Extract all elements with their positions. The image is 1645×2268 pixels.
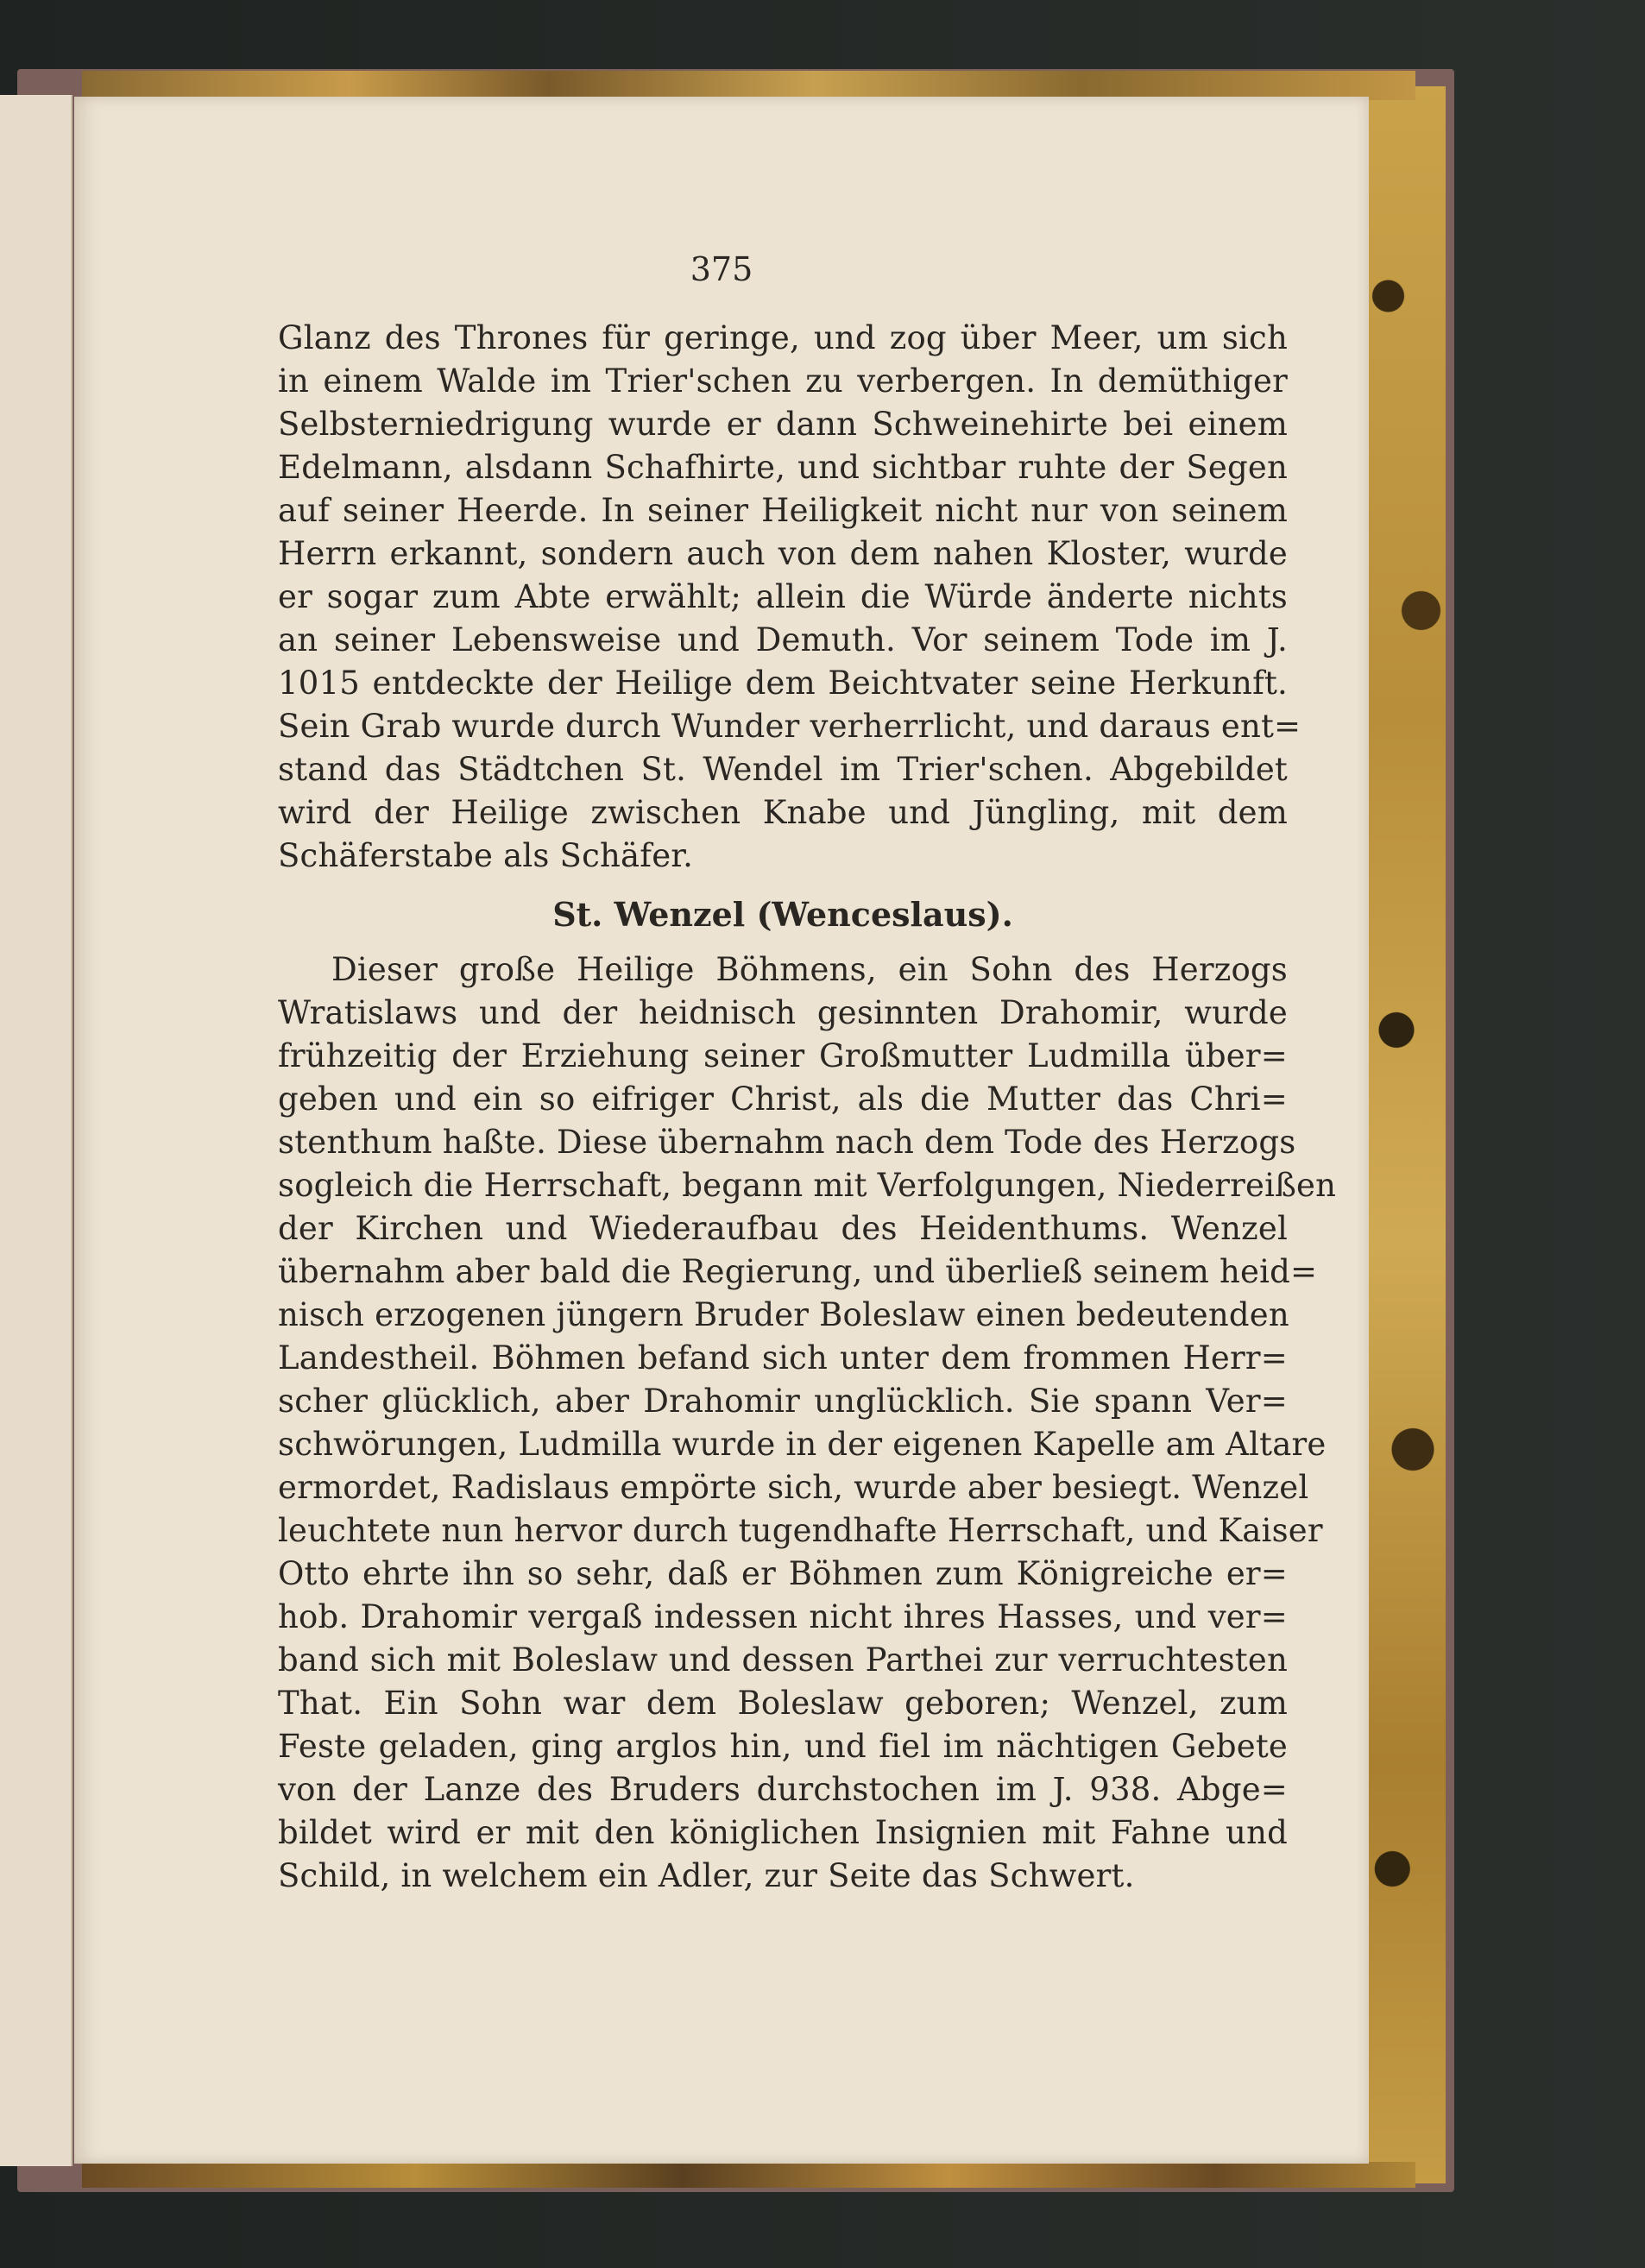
text-line: an seiner Lebensweise und Demuth. Vor seinem Tode im J.: [278, 621, 1288, 658]
text-line: Glanz des Thrones für geringe, und zog über Meer, um sich: [278, 319, 1288, 356]
text-line: 1015 entdeckte der Heilige dem Beichtvater seine Herkunft.: [278, 665, 1288, 702]
book-page: [74, 97, 1369, 2164]
page-number: 375: [690, 250, 753, 288]
marbled-edge-bottom: [82, 2162, 1415, 2188]
text-line: schwörungen, Ludmilla wurde in der eigenen Kapelle am Altare: [278, 1426, 1327, 1463]
text-line: stand das Städtchen St. Wendel im Trier'schen. Abgebildet: [278, 751, 1288, 788]
text-line: Sein Grab wurde durch Wunder verherrlicht, und daraus ent=: [278, 708, 1302, 745]
page-text: [278, 317, 1337, 1898]
text-line: übernahm aber bald die Regierung, und überließ seinem heid=: [278, 1253, 1318, 1290]
text-line: Schäferstabe als Schäfer.: [278, 837, 694, 874]
paragraph-2: [278, 948, 1337, 1898]
text-line: Landestheil. Böhmen befand sich unter dem frommen Herr=: [278, 1339, 1288, 1377]
text-line: geben und ein so eifriger Christ, als die Mutter das Chri=: [278, 1080, 1288, 1118]
text-line: stenthum haßte. Diese übernahm nach dem Tode des Herzogs: [278, 1124, 1296, 1161]
text-line: Selbsterniedrigung wurde er dann Schweinehirte bei einem: [278, 406, 1288, 443]
section-heading: St. Wenzel (Wenceslaus).: [552, 895, 1013, 934]
text-line: ermordet, Radislaus empörte sich, wurde aber besiegt. Wenzel: [278, 1469, 1309, 1506]
text-line: frühzeitig der Erziehung seiner Großmutter Ludmilla über=: [278, 1037, 1288, 1074]
text-line: auf seiner Heerde. In seiner Heiligkeit nicht nur von seinem: [278, 492, 1288, 529]
text-line: scher glücklich, aber Drahomir unglücklich. Sie spann Ver=: [278, 1383, 1288, 1420]
marbled-edge-right: [1364, 86, 1446, 2183]
text-line: Feste geladen, ging arglos hin, und fiel im nächtigen Gebete: [278, 1728, 1288, 1765]
text-line: hob. Drahomir vergaß indessen nicht ihres Hasses, und ver=: [278, 1598, 1288, 1635]
text-line: er sogar zum Abte erwählt; allein die Würde änderte nichts: [278, 578, 1288, 615]
text-line: leuchtete nun hervor durch tugendhafte Herrschaft, und Kaiser: [278, 1512, 1323, 1549]
text-line: sogleich die Herrschaft, begann mit Verfolgungen, Niederreißen: [278, 1167, 1337, 1204]
text-line: wird der Heilige zwischen Knabe und Jüngling, mit dem: [278, 794, 1288, 831]
left-page: [0, 95, 72, 2166]
text-line: Edelmann, alsdann Schafhirte, und sichtbar ruhte der Segen: [278, 449, 1288, 486]
text-line: von der Lanze des Bruders durchstochen im J. 938. Abge=: [278, 1771, 1288, 1808]
text-line: Herrn erkannt, sondern auch von dem nahen Kloster, wurde: [278, 535, 1288, 572]
marbled-edge-top: [82, 71, 1415, 100]
text-line: der Kirchen und Wiederaufbau des Heidenthums. Wenzel: [278, 1210, 1288, 1247]
text-line: band sich mit Boleslaw und dessen Parthei zur verruchtesten: [278, 1641, 1288, 1679]
paragraph-1: [278, 317, 1302, 878]
text-line: Schild, in welchem ein Adler, zur Seite das Schwert.: [278, 1857, 1135, 1894]
text-line: bildet wird er mit den königlichen Insignien mit Fahne und: [278, 1814, 1288, 1851]
text-line: Otto ehrte ihn so sehr, daß er Böhmen zum Königreiche er=: [278, 1555, 1288, 1592]
text-line: That. Ein Sohn war dem Boleslaw geboren; Wenzel, zum: [278, 1685, 1288, 1722]
text-line: nisch erzogenen jüngern Bruder Boleslaw einen bedeutenden: [278, 1296, 1289, 1333]
text-line: Dieser große Heilige Böhmens, ein Sohn des Herzogs: [331, 951, 1288, 988]
text-line: Wratislaws und der heidnisch gesinnten Drahomir, wurde: [278, 994, 1288, 1031]
text-line: in einem Walde im Trier'schen zu verbergen. In demüthiger: [278, 362, 1288, 400]
